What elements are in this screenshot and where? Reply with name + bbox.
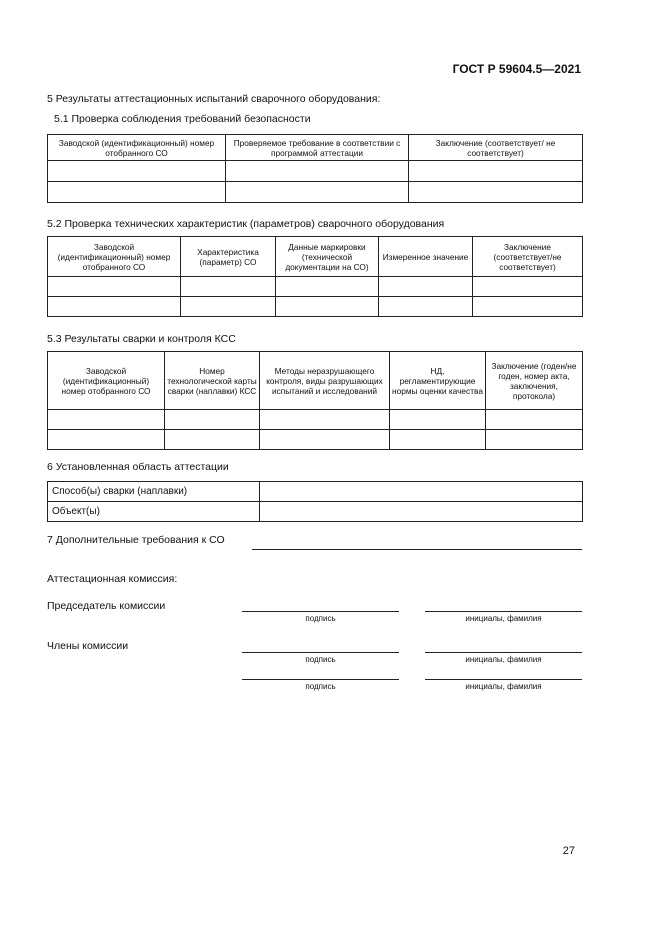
safety-check-table bbox=[47, 134, 583, 203]
table-cell bbox=[486, 410, 583, 430]
chair-label: Председатель комиссии bbox=[47, 600, 166, 612]
table-cell bbox=[390, 430, 486, 450]
member-2-name-line bbox=[425, 679, 582, 680]
section-5-1-title: 5.1 Проверка соблюдения требований безопасности bbox=[54, 113, 311, 125]
table-cell bbox=[379, 277, 473, 297]
attestation-scope-table bbox=[47, 481, 583, 522]
commission-title: Аттестационная комиссия: bbox=[47, 573, 178, 585]
member-1-name-line bbox=[425, 652, 582, 653]
table-header: Данные маркировки (технической документации на СО) bbox=[276, 237, 379, 277]
signature-caption: подпись bbox=[305, 655, 336, 664]
table-cell bbox=[48, 161, 226, 182]
table-row bbox=[48, 430, 583, 450]
table-row bbox=[48, 277, 583, 297]
object-value bbox=[260, 502, 583, 522]
table-header: Заключение (годен/не годен, номер акта, заключения, протокола) bbox=[486, 352, 583, 410]
chair-name-line bbox=[425, 611, 582, 612]
table-header: Характеристика (параметр) СО bbox=[181, 237, 276, 277]
section-5-3-title: 5.3 Результаты сварки и контроля КСС bbox=[47, 333, 236, 345]
table-row bbox=[48, 502, 583, 522]
table-header: Заводской (идентификационный) номер отобранного СО bbox=[48, 135, 226, 161]
table-cell bbox=[48, 410, 165, 430]
table-cell bbox=[379, 297, 473, 317]
table-cell bbox=[48, 277, 181, 297]
page-number: 27 bbox=[562, 845, 575, 857]
table-row bbox=[48, 410, 583, 430]
additional-requirements-line bbox=[252, 549, 582, 550]
table-header: Заключение (соответствует/не соответствует) bbox=[473, 237, 583, 277]
section-5-title: 5 Результаты аттестационных испытаний сварочного оборудования: bbox=[47, 93, 381, 105]
table-cell bbox=[276, 277, 379, 297]
table-cell bbox=[390, 410, 486, 430]
section-7-title: 7 Дополнительные требования к СО bbox=[47, 534, 225, 546]
table-header: Измеренное значение bbox=[379, 237, 473, 277]
table-cell bbox=[48, 430, 165, 450]
welding-results-table bbox=[47, 351, 583, 450]
table-header: Заключение (соответствует/ не соответствует) bbox=[409, 135, 583, 161]
table-cell bbox=[473, 277, 583, 297]
table-cell bbox=[473, 297, 583, 317]
table-header: Заводской (идентификационный) номер отобранного СО bbox=[48, 237, 181, 277]
table-row bbox=[48, 482, 583, 502]
table-header: Номер технологической карты сварки (наплавки) КСС bbox=[165, 352, 260, 410]
table-cell bbox=[276, 297, 379, 317]
table-header: Проверяемое требование в соответствии с программой аттестации bbox=[226, 135, 409, 161]
members-label: Члены комиссии bbox=[47, 640, 129, 652]
object-label: Объект(ы) bbox=[48, 502, 260, 522]
table-row bbox=[48, 161, 583, 182]
table-row bbox=[48, 297, 583, 317]
welding-method-value bbox=[260, 482, 583, 502]
table-cell bbox=[409, 182, 583, 203]
table-cell bbox=[165, 410, 260, 430]
table-row bbox=[48, 182, 583, 203]
table-header: Заводской (идентификационный) номер отобранного СО bbox=[48, 352, 165, 410]
characteristics-table bbox=[47, 236, 583, 317]
name-caption: инициалы, фамилия bbox=[465, 682, 542, 691]
name-caption: инициалы, фамилия bbox=[465, 655, 542, 664]
member-2-signature-line bbox=[242, 679, 399, 680]
table-cell bbox=[165, 430, 260, 450]
table-cell bbox=[226, 161, 409, 182]
signature-caption: подпись bbox=[305, 682, 336, 691]
table-cell bbox=[260, 430, 390, 450]
chair-signature-line bbox=[242, 611, 399, 612]
table-cell bbox=[48, 297, 181, 317]
table-header: Методы неразрушающего контроля, виды разрушающих испытаний и исследований bbox=[260, 352, 390, 410]
table-header: НД, регламентирующие нормы оценки качества bbox=[390, 352, 486, 410]
table-cell bbox=[48, 182, 226, 203]
section-6-title: 6 Установленная область аттестации bbox=[47, 461, 229, 473]
table-cell bbox=[260, 410, 390, 430]
section-5-2-title: 5.2 Проверка технических характеристик (параметров) сварочного оборудования bbox=[47, 218, 445, 230]
signature-caption: подпись bbox=[305, 614, 336, 623]
table-cell bbox=[486, 430, 583, 450]
welding-method-label: Способ(ы) сварки (наплавки) bbox=[48, 482, 260, 502]
table-cell bbox=[181, 277, 276, 297]
table-cell bbox=[181, 297, 276, 317]
document-id: ГОСТ Р 59604.5—2021 bbox=[452, 62, 581, 76]
table-cell bbox=[409, 161, 583, 182]
table-cell bbox=[226, 182, 409, 203]
member-1-signature-line bbox=[242, 652, 399, 653]
name-caption: инициалы, фамилия bbox=[465, 614, 542, 623]
